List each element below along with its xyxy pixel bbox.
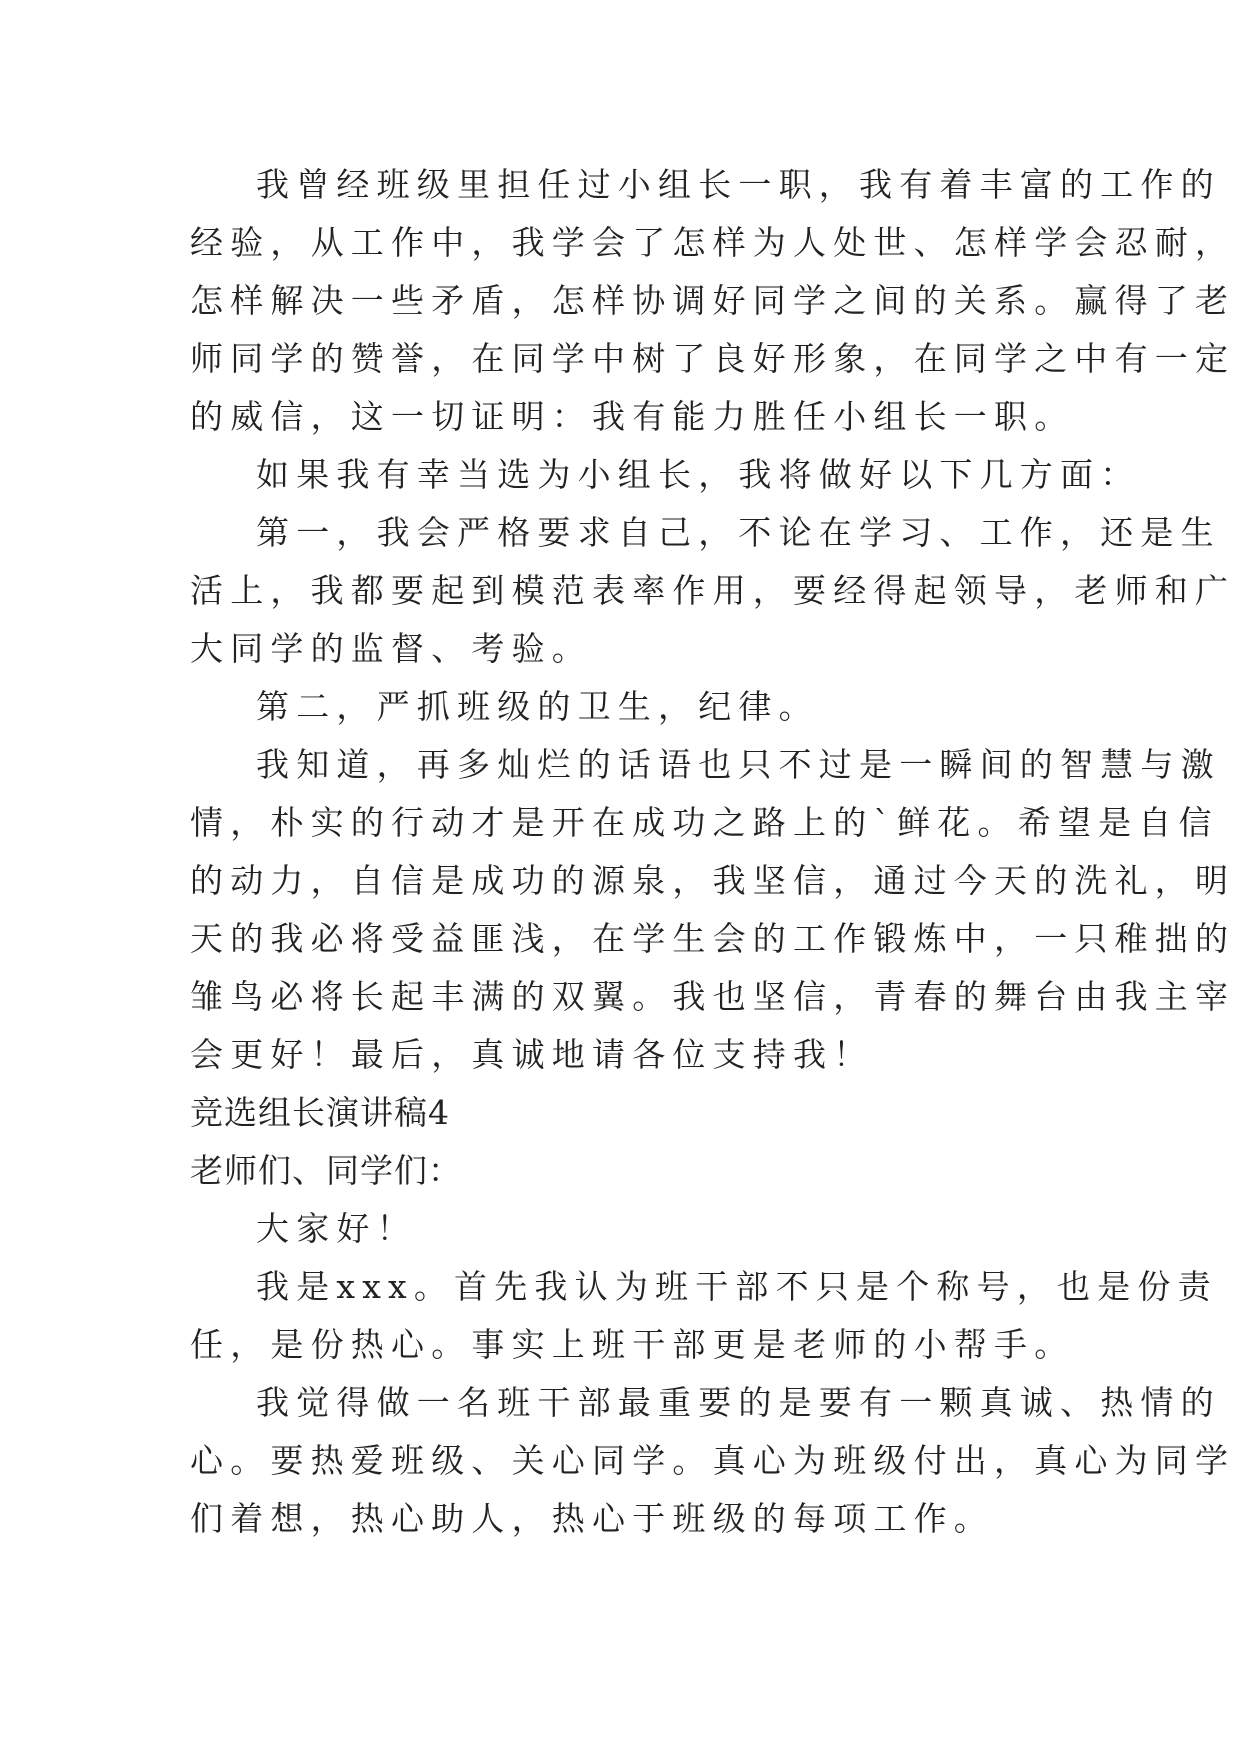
paragraph-line: 任，是份热心。事实上班干部更是老师的小帮手。 [190,1325,1075,1364]
paragraph-line: 活上，我都要起到模范表率作用，要经得起领导，老师和广 [190,571,1236,610]
paragraph-line: 们着想，热心助人，热心于班级的每项工作。 [190,1499,994,1538]
section-title: 竞选组长演讲稿4 [190,1093,450,1132]
paragraph-line: 经验，从工作中，我学会了怎样为人处世、怎样学会忍耐， [190,223,1236,262]
paragraph-line: 我知道，再多灿烂的话语也只不过是一瞬间的智慧与激 [256,745,1221,784]
paragraph-line: 心。要热爱班级、关心同学。真心为班级付出，真心为同学 [190,1441,1236,1480]
paragraph-line: 我是xxx。首先我认为班干部不只是个称号，也是份责 [256,1267,1218,1306]
paragraph-line: 大同学的监督、考验。 [190,629,592,668]
paragraph-line: 的动力，自信是成功的源泉，我坚信，通过今天的洗礼，明 [190,861,1236,900]
paragraph-line: 第一，我会严格要求自己，不论在学习、工作，还是生 [256,513,1221,552]
paragraph-line: 我曾经班级里担任过小组长一职，我有着丰富的工作的 [256,165,1221,204]
salutation: 老师们、同学们： [190,1151,462,1190]
paragraph-line: 天的我必将受益匪浅，在学生会的工作锻炼中，一只稚拙的 [190,919,1236,958]
paragraph-line: 如果我有幸当选为小组长，我将做好以下几方面： [256,455,1141,494]
paragraph-line: 怎样解决一些矛盾，怎样协调好同学之间的关系。赢得了老 [190,281,1236,320]
paragraph-line: 师同学的赞誉，在同学中树了良好形象，在同学之中有一定 [190,339,1236,378]
greeting: 大家好！ [256,1209,417,1248]
paragraph-line: 雏鸟必将长起丰满的双翼。我也坚信，青春的舞台由我主宰 [190,977,1236,1016]
paragraph-line: 第二，严抓班级的卫生，纪律。 [256,687,819,726]
paragraph-line: 的威信，这一切证明：我有能力胜任小组长一职。 [190,397,1075,436]
paragraph-line: 我觉得做一名班干部最重要的是要有一颗真诚、热情的 [256,1383,1221,1422]
paragraph-line: 情，朴实的行动才是开在成功之路上的`鲜花。希望是自信 [190,803,1219,842]
paragraph-line: 会更好！最后，真诚地请各位支持我！ [190,1035,874,1074]
